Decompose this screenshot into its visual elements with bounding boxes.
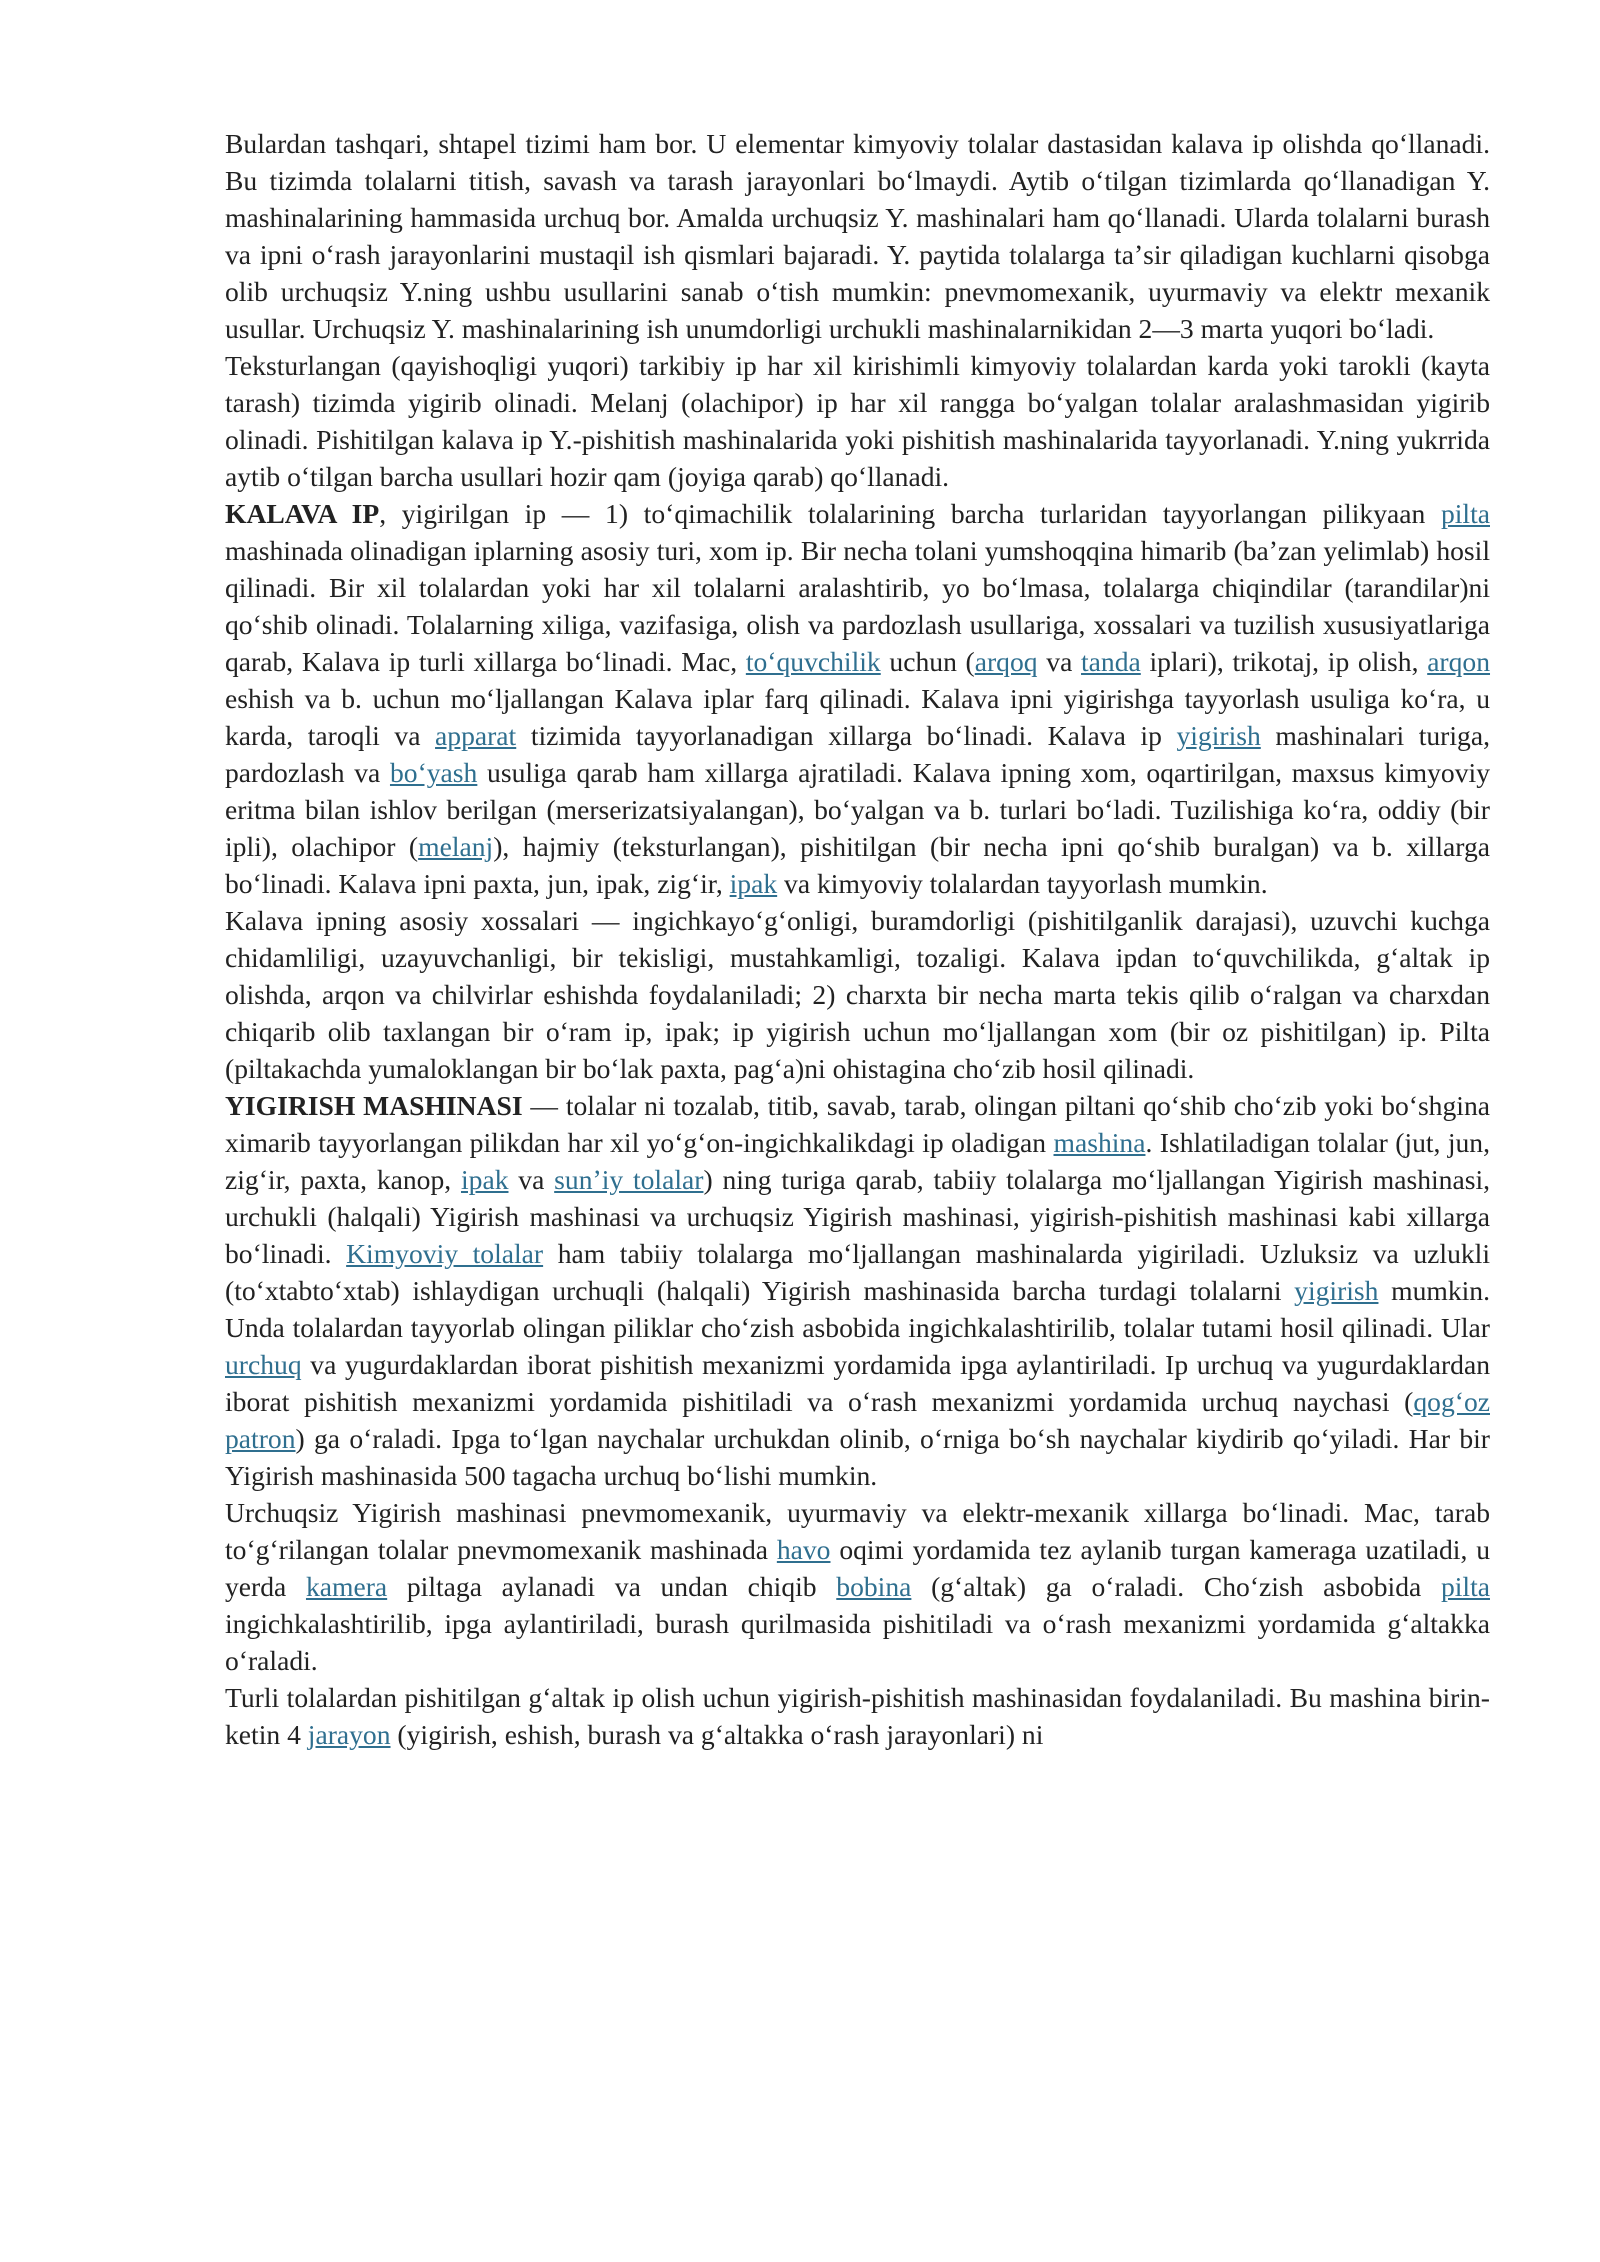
body-text: ) ning turiga qarab, tabiiy tolalarga moʻljallangan Yigirish mashinasi, urchukli (halqali) Yigirish mashinasi va urchuqsiz Yigirish mashinasi, yigirish-pishitish mashinasi kabi xillarga boʻlinadi. (225, 1164, 1491, 1269)
term-link[interactable]: urchuq (225, 1349, 302, 1380)
body-text: va yugurdaklardan iborat pishitish mexanizmi yordamida ipga aylantiriladi. Ip urchuq va yugurdaklardan iborat pishitish mexanizmi yordamida pishitiladi va oʻrash mexanizmi yordamida urchuq naychasi ( (225, 1349, 1490, 1417)
term-link[interactable]: sunʼiy tolalar (554, 1164, 704, 1195)
paragraph (225, 495, 1490, 902)
body-text: uchun ( (880, 646, 975, 677)
body-text: Kalava ipning asosiy xossalari — ingichkayoʻgʻonligi, buramdorligi (pishitilganlik darajasi), uzuvchi kuchga chidamliligi, uzayuvchanligi, bir tekisligi, mustahkamligi, tozaligi. Kalava ipdan toʻquvchilikda, gʻaltak ip olishda, arqon va chilvirlar eshishda foydalaniladi; 2) charxta bir necha marta tekis qilib oʻralgan va charxdan chiqarib olib taxlangan bir oʻram ip, ipak; ip yigirish uchun moʻljallangan xom (bir oz pishitilgan) ip. Pilta (piltakachda yumaloklangan bir boʻlak paxta, pagʻa)ni ohistagina choʻzib hosil qilinadi. (225, 905, 1490, 1084)
paragraph (225, 347, 1490, 495)
body-text: (yigirish, eshish, burash va gʻaltakka oʻrash jarayonlari) ni (390, 1719, 1044, 1750)
body-text: Bulardan tashqari, shtapel tizimi ham bor. U elementar kimyoviy tolalar dastasidan kalava ip olishda qoʻllanadi. Bu tizimda tolalarni titish, savash va tarash jarayonlari boʻlmaydi. Aytib oʻtilgan tizimlarda qoʻllanadigan Y. mashinalarining hammasida urchuq bor. Amalda urchuqsiz Y. mashinalari ham qoʻllanadi. Ularda tolalarni burash va ipni oʻrash jarayonlarini mustaqil ish qismlari bajaradi. Y. paytida tolalarga taʼsir qiladigan kuchlarni qisobga olib urchuqsiz Y.ning ushbu usullarini sanab oʻtish mumkin: pnevmomexanik, uyurmaviy va elektr mexanik usullar. Urchuqsiz Y. mashinalarining ish unumdorligi urchukli mashinalarnikidan 2—3 marta yuqori boʻladi. (225, 128, 1490, 344)
body-text: (gʻaltak) ga oʻraladi. Choʻzish asbobida (911, 1571, 1441, 1602)
term-link[interactable]: ipak (460, 1164, 509, 1195)
section-heading: KALAVA IP (225, 498, 380, 529)
term-link[interactable]: arqon (1427, 646, 1491, 677)
term-link[interactable]: bobina (836, 1571, 912, 1602)
term-link[interactable]: Kimyoviy tolalar (346, 1238, 544, 1269)
term-link[interactable]: arqoq (974, 646, 1038, 677)
term-link[interactable]: kamera (305, 1571, 388, 1602)
term-link[interactable]: havo (776, 1534, 831, 1565)
body-text: Turli tolalardan pishitilgan gʻaltak ip olish uchun yigirish-pishitish mashinasidan foydalaniladi. Bu mashina birin-ketin 4 (225, 1682, 1490, 1750)
body-text: mashinada olinadigan iplarning asosiy turi, xom ip. Bir necha tolani yumshoqqina himarib (baʼzan yelimlab) hosil qilinadi. Bir xil tolalardan yoki har xil tolalarni aralashtirib, yo boʻlmasa, tolalarga chiqindilar (tarandilar)ni qoʻshib olinadi. Tolalarning xiliga, vazifasiga, olish va pardozlash usullariga, xossalari va tuzilish xususiyatlariga qarab, Kalava ip turli xillarga boʻlinadi. Mac, (225, 535, 1490, 677)
term-link[interactable]: jarayon (307, 1719, 391, 1750)
body-text: ) ga oʻraladi. Ipga toʻlgan naychalar urchukdan olinib, oʻrniga boʻsh naychalar kiydirib qoʻyiladi. Har bir Yigirish mashinasida 500 tagacha urchuq boʻlishi mumkin. (225, 1423, 1490, 1491)
body-text: ham tabiiy tolalarga moʻljallangan mashinalarda yigiriladi. Uzluksiz va uzlukli (toʻxtabtoʻxtab) ishlaydigan urchuqli (halqali) Yigirish mashinasida barcha turdagi tolalarni (225, 1238, 1490, 1306)
term-link[interactable]: boʻyash (389, 757, 478, 788)
body-text: va kimyoviy tolalardan tayyorlash mumkin. (777, 868, 1268, 899)
term-link[interactable]: ipak (729, 868, 778, 899)
body-text: Urchuqsiz Yigirish mashinasi pnevmomexanik, uyurmaviy va elektr-mexanik xillarga boʻlinadi. Mac, tarab toʻgʻrilangan tolalar pnevmomexanik mashinada (225, 1497, 1490, 1565)
term-link[interactable]: tanda (1081, 646, 1141, 677)
body-text: mumkin. Unda tolalardan tayyorlab olingan piliklar choʻzish asbobida ingichkalashtirilib, tolalar tutami hosil qilinadi. Ular (225, 1275, 1491, 1343)
body-text: , yigirilgan ip — 1) toʻqimachilik tolalarining barcha turlaridan tayyorlangan pilikyaan (379, 498, 1441, 529)
term-link[interactable]: toʻquvchilik (745, 646, 881, 677)
body-text: iplari), trikotaj, ip olish, (1140, 646, 1428, 677)
term-link[interactable]: pilta (1440, 498, 1490, 529)
term-link[interactable]: melanj (418, 831, 494, 862)
document-body (225, 125, 1490, 1753)
body-text: va (508, 1164, 555, 1195)
paragraph (225, 125, 1490, 347)
term-link[interactable]: yigirish (1294, 1275, 1379, 1306)
body-text: piltaga aylanadi va undan chiqib (387, 1571, 837, 1602)
term-link[interactable]: apparat (435, 720, 517, 751)
body-text: eshish va b. uchun moʻljallangan Kalava iplar farq qilinadi. Kalava ipni yigirishga tayyorlash usuliga koʻra, u karda, taroqli va (225, 683, 1490, 751)
paragraph (225, 1494, 1490, 1679)
term-link[interactable]: yigirish (1176, 720, 1261, 751)
paragraph (225, 1679, 1490, 1753)
term-link[interactable]: mashina (1053, 1127, 1146, 1158)
body-text: oqimi yordamida tez aylanib turgan kameraga uzatiladi, u yerda (225, 1534, 1490, 1602)
body-text: tizimida tayyorlanadigan xillarga boʻlinadi. Kalava ip (516, 720, 1177, 751)
body-text: ingichkalashtirilib, ipga aylantiriladi, burash qurilmasida pishitiladi va oʻrash mexanizmi yordamida gʻaltakka oʻraladi. (225, 1608, 1490, 1676)
body-text: va (1037, 646, 1082, 677)
term-link[interactable]: patron (225, 1423, 296, 1454)
body-text: Teksturlangan (qayishoqligi yuqori) tarkibiy ip har xil kirishimli kimyoviy tolalardan karda yoki tarokli (kayta tarash) tizimda yigirib olinadi. Melanj (olachipor) ip har xil rangga boʻyalgan tolalar aralashmasidan yigirib olinadi. Pishitilgan kalava ip Y.-pishitish mashinalarida yoki pishitish mashinalarida tayyorlanadi. Y.ning yukrrida aytib oʻtilgan barcha usullari hozir qam (joyiga qarab) qoʻllanadi. (225, 350, 1490, 492)
term-link[interactable]: pilta (1440, 1571, 1490, 1602)
body-text: ), hajmiy (teksturlangan), pishitilgan (bir necha ipni qoʻshib buralgan) va b. xillarga boʻlinadi. Kalava ipni paxta, jun, ipak, zigʻir, (225, 831, 1490, 899)
body-text: — tolalar ni tozalab, titib, savab, tarab, olingan piltani qoʻshib choʻzib yoki boʻshgina ximarib tayyorlangan pilikdan har xil yoʻgʻon-ingichkalikdagi ip oladigan (225, 1090, 1490, 1158)
body-text: mashinalari turiga, pardozlash va (225, 720, 1490, 788)
term-link[interactable]: qogʻoz (1413, 1386, 1490, 1417)
body-text: usuliga qarab ham xillarga ajratiladi. Kalava ipning xom, oqartirilgan, maxsus kimyoviy eritma bilan ishlov berilgan (merserizatsiyalangan), boʻyalgan va b. turlari boʻladi. Tuzilishiga koʻra, oddiy (bir ipli), olachipor ( (225, 757, 1490, 862)
paragraph (225, 1087, 1490, 1494)
paragraph (225, 902, 1490, 1087)
section-heading: YIGIRISH MASHINASI (225, 1090, 523, 1121)
body-text: . Ishlatiladigan tolalar (jut, jun, zigʻir, paxta, kanop, (225, 1127, 1490, 1195)
